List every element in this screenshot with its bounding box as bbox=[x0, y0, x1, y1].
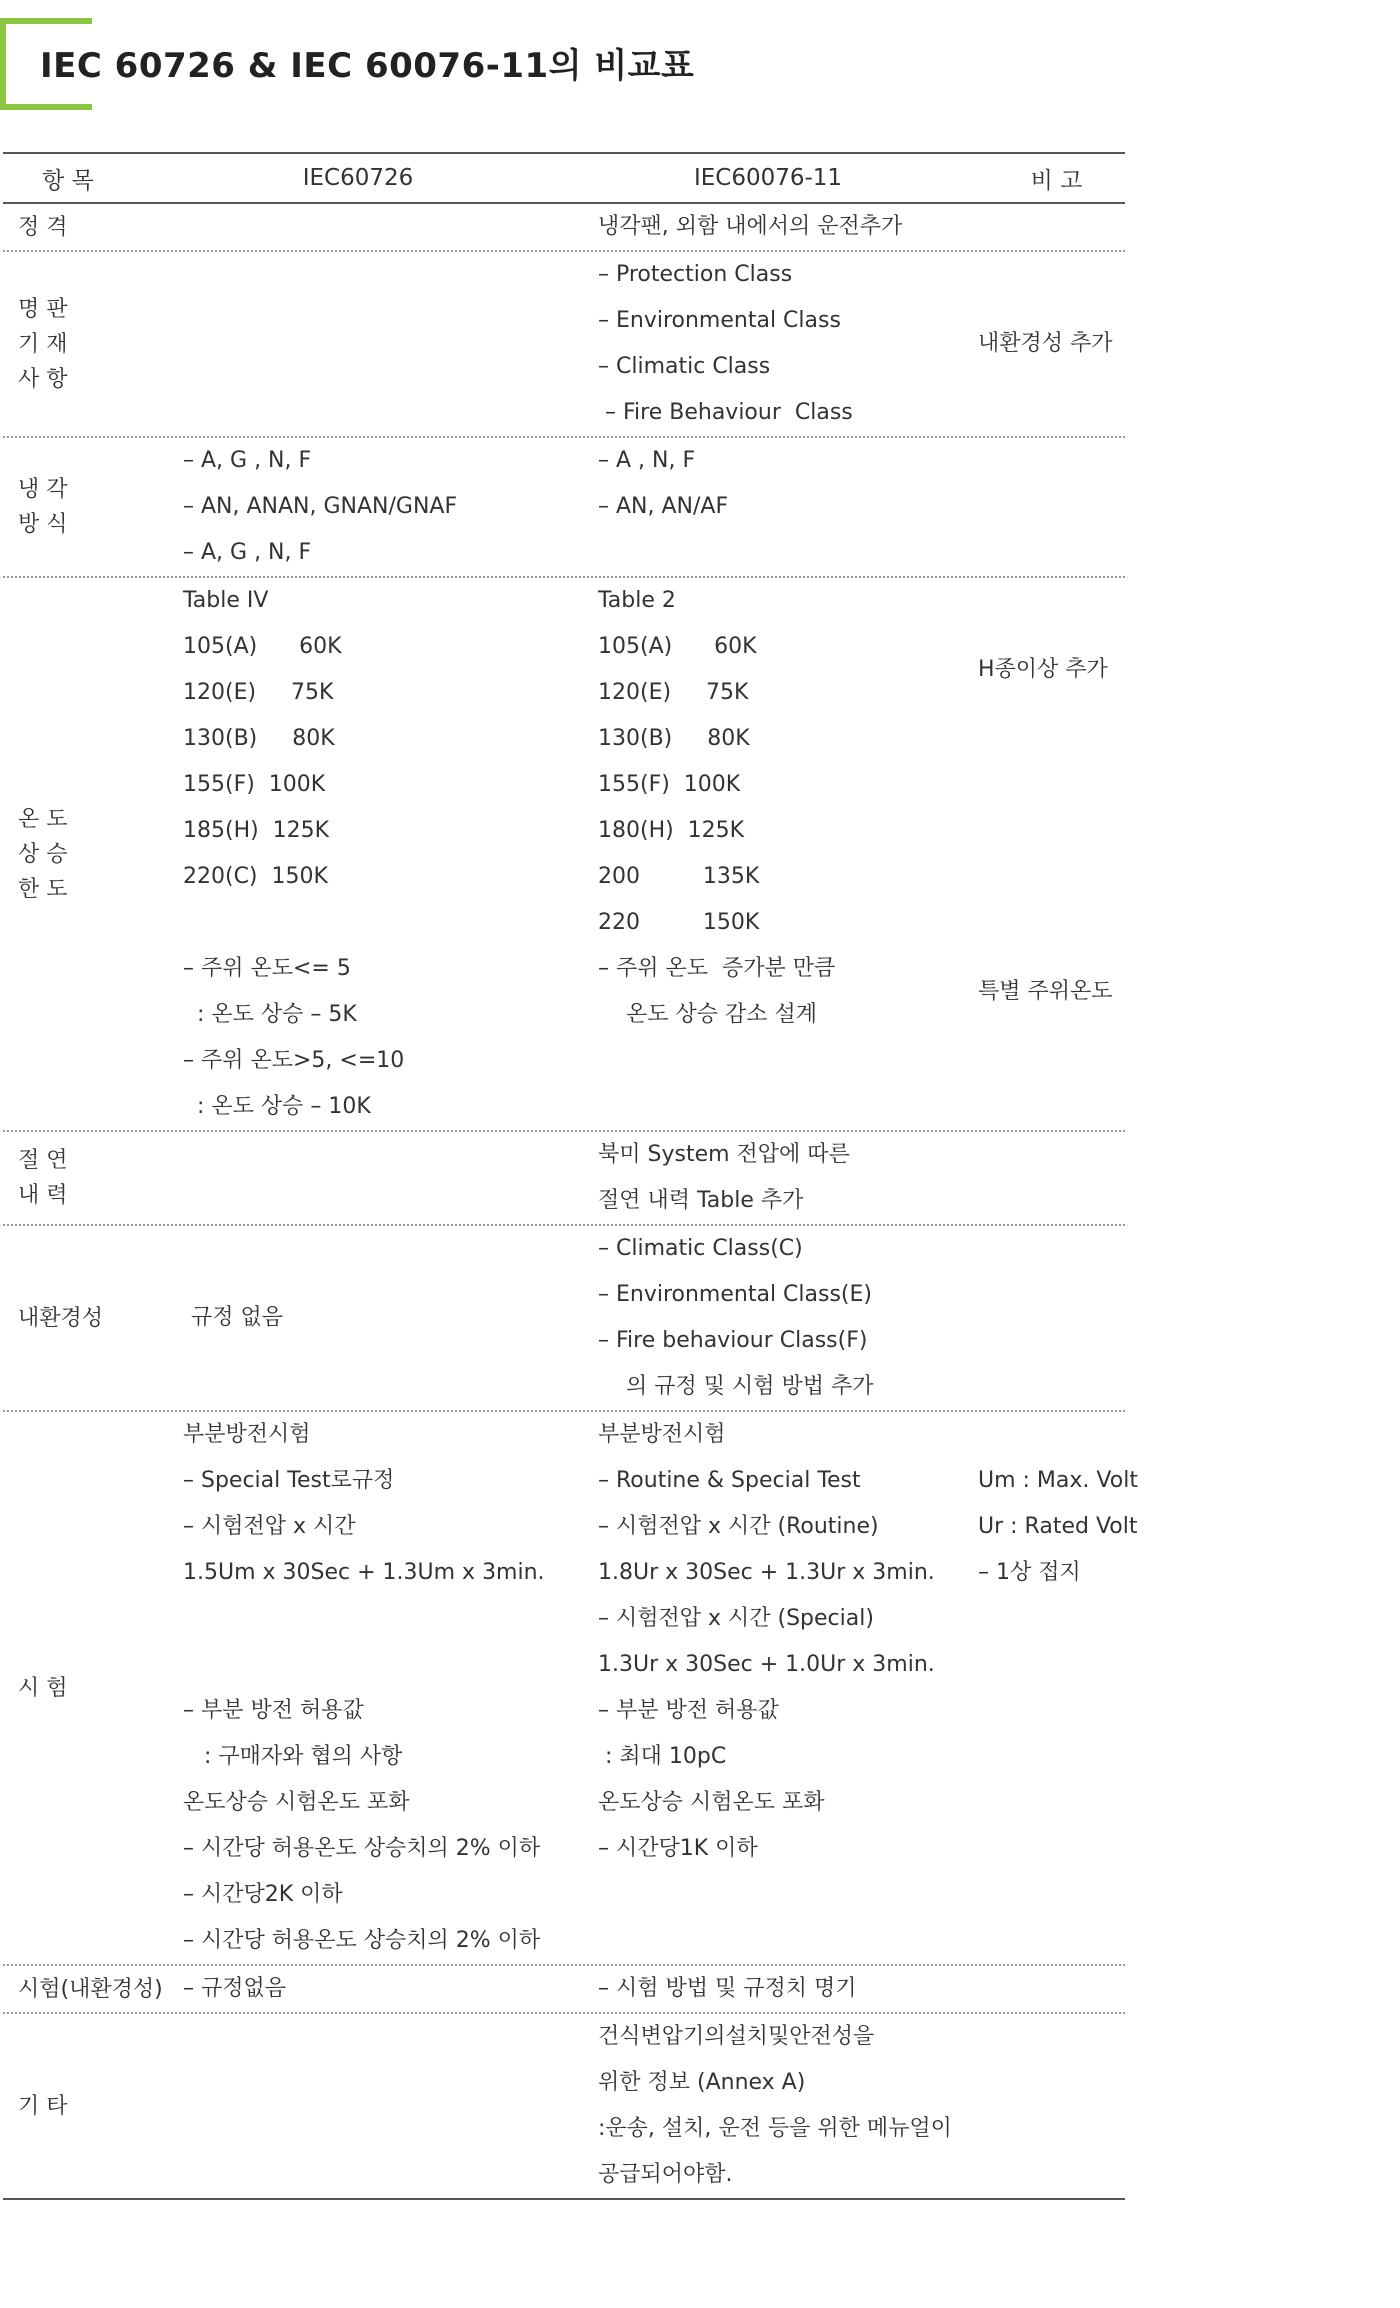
row-label-line: 냉 각 bbox=[18, 477, 68, 502]
row-label bbox=[3, 578, 183, 1130]
row-label bbox=[3, 252, 183, 436]
iec60076-11-line: Table 2 bbox=[598, 588, 676, 613]
row-label-line: 사 항 bbox=[18, 366, 68, 392]
table-header-row bbox=[3, 154, 1125, 202]
iec60726-line: : 온도 상승 – 5K bbox=[183, 1002, 357, 1027]
table-row bbox=[3, 2014, 1125, 2198]
iec60076-11-line: – Routine & Special Test bbox=[598, 1468, 861, 1493]
iec60726-line: 규정 없음 bbox=[191, 1305, 284, 1330]
row-label-line: 시 험 bbox=[18, 1675, 68, 1701]
remarks-cell bbox=[978, 578, 1125, 1130]
row-label-line: 내환경성 bbox=[18, 1305, 104, 1331]
iec60726-cell bbox=[183, 2014, 598, 2198]
iec60076-11-line: – Climatic Class(C) bbox=[598, 1236, 803, 1261]
iec60076-11-line: 1.8Ur x 30Sec + 1.3Ur x 3min. bbox=[598, 1560, 935, 1585]
iec60726-cell bbox=[183, 252, 598, 436]
iec60726-line bbox=[183, 1596, 598, 1642]
iec60076-11-line: – Fire Behaviour Class bbox=[598, 400, 853, 425]
page-title: IEC 60726 & IEC 60076-11의 비교표 bbox=[40, 46, 695, 86]
iec60076-11-line: – Fire behaviour Class(F) bbox=[598, 1328, 868, 1353]
remarks-line: – 1상 접지 bbox=[978, 1560, 1081, 1585]
iec60726-line: – A, G , N, F bbox=[183, 448, 312, 473]
row-label bbox=[3, 1412, 183, 1964]
iec60726-line: 105(A) 60K bbox=[183, 634, 342, 659]
iec60076-11-cell bbox=[598, 438, 978, 576]
table-row bbox=[3, 1412, 1138, 1964]
iec60076-11-line: :운송, 설치, 운전 등을 위한 메뉴얼이 bbox=[598, 2116, 952, 2141]
remarks-line: 내환경성 추가 bbox=[978, 331, 1113, 356]
row-label-line: 정 격 bbox=[18, 214, 68, 240]
iec60726-line: 130(B) 80K bbox=[183, 726, 335, 751]
remarks-cell bbox=[978, 204, 1125, 250]
row-label-line: 기 재 bbox=[18, 331, 68, 357]
table-row bbox=[3, 204, 1125, 250]
iec60076-11-line: – 주위 온도 증가분 만큼 bbox=[598, 956, 836, 981]
header-iec60726: IEC60726 bbox=[302, 165, 414, 191]
iec60076-11-line bbox=[598, 1872, 978, 1918]
iec60726-cell bbox=[183, 438, 598, 576]
iec60076-11-line: 155(F) 100K bbox=[598, 772, 741, 797]
iec60726-line bbox=[183, 1642, 598, 1688]
row-label bbox=[3, 438, 183, 576]
table-row bbox=[3, 1966, 1125, 2012]
header-iec60076-11: IEC60076-11 bbox=[693, 165, 843, 191]
remarks-cell bbox=[978, 1412, 1138, 1964]
iec60076-11-line: 절연 내력 Table 추가 bbox=[598, 1188, 804, 1213]
iec60076-11-cell bbox=[598, 1132, 978, 1224]
iec60076-11-line: 180(H) 125K bbox=[598, 818, 745, 843]
iec60726-line: – 규정없음 bbox=[183, 1976, 287, 2001]
iec60726-line: – 주위 온도<= 5 bbox=[183, 956, 351, 981]
iec60076-11-line: – 시간당1K 이하 bbox=[598, 1836, 758, 1861]
iec60726-line: 1.5Um x 30Sec + 1.3Um x 3min. bbox=[183, 1560, 545, 1585]
iec60076-11-line: 북미 System 전압에 따른 bbox=[598, 1142, 850, 1167]
table-row bbox=[3, 252, 1125, 436]
iec60076-11-line bbox=[598, 1038, 978, 1084]
row-label-line: 명 판 bbox=[18, 296, 68, 322]
row-label bbox=[3, 1966, 183, 2012]
iec60726-line: – 시간당 허용온도 상승치의 2% 이하 bbox=[183, 1836, 541, 1861]
iec60726-line: Table IV bbox=[183, 588, 269, 613]
iec60076-11-line: 1.3Ur x 30Sec + 1.0Ur x 3min. bbox=[598, 1652, 935, 1677]
iec60726-line: – 주위 온도>5, <=10 bbox=[183, 1048, 405, 1073]
iec60726-cell bbox=[183, 204, 598, 250]
iec60726-line: – 부분 방전 허용값 bbox=[183, 1698, 364, 1723]
iec60076-11-cell bbox=[598, 252, 978, 436]
iec60726-line: 120(E) 75K bbox=[183, 680, 334, 705]
iec60726-cell bbox=[183, 1132, 598, 1224]
iec60726-line: 185(H) 125K bbox=[183, 818, 330, 843]
iec60076-11-cell bbox=[598, 204, 978, 250]
iec60076-11-line: 공급되어야함. bbox=[598, 2162, 733, 2187]
remarks-cell bbox=[978, 1132, 1125, 1224]
remarks-cell bbox=[978, 438, 1125, 576]
iec60726-line: – 시간당2K 이하 bbox=[183, 1882, 343, 1907]
iec60726-line: 부분방전시험 bbox=[183, 1422, 311, 1447]
iec60726-cell bbox=[183, 1412, 598, 1964]
remarks-cell bbox=[978, 1966, 1125, 2012]
remarks-cell bbox=[978, 1226, 1125, 1410]
row-label bbox=[3, 1226, 183, 1410]
iec60076-11-line bbox=[598, 530, 978, 576]
iec60726-line: – A, G , N, F bbox=[183, 540, 312, 565]
remarks-cell bbox=[978, 252, 1125, 436]
iec60076-11-line: – 시험전압 x 시간 (Routine) bbox=[598, 1514, 879, 1539]
header-item: 항 목 bbox=[42, 167, 94, 194]
row-label-line: 방 식 bbox=[18, 512, 68, 537]
row-label-line: 상 승 bbox=[18, 841, 68, 867]
iec60726-cell bbox=[183, 1966, 598, 2012]
iec60076-11-line: – 시험 방법 및 규정치 명기 bbox=[598, 1976, 857, 2001]
iec60076-11-line bbox=[598, 1918, 978, 1964]
iec60076-11-line: 130(B) 80K bbox=[598, 726, 750, 751]
iec60076-11-line: 120(E) 75K bbox=[598, 680, 749, 705]
table-body bbox=[3, 204, 1138, 2198]
iec60076-11-line: 온도상승 시험온도 포화 bbox=[598, 1790, 825, 1815]
iec60726-line: : 온도 상승 – 10K bbox=[183, 1094, 371, 1119]
iec60076-11-cell bbox=[598, 1966, 978, 2012]
iec60076-11-line: 220 150K bbox=[598, 910, 760, 935]
iec60076-11-line: 위한 정보 (Annex A) bbox=[598, 2070, 806, 2095]
remarks-line: Ur : Rated Volt bbox=[978, 1514, 1138, 1539]
iec60076-11-line: – Environmental Class bbox=[598, 308, 841, 333]
header-remarks: 비 고 bbox=[1030, 167, 1083, 194]
comparison-table bbox=[3, 152, 1138, 2200]
remarks-line: H종이상 추가 bbox=[978, 657, 1108, 682]
table-row bbox=[3, 438, 1125, 576]
iec60076-11-cell bbox=[598, 1226, 978, 1410]
iec60726-line: – AN, ANAN, GNAN/GNAF bbox=[183, 494, 458, 519]
iec60076-11-line: – Protection Class bbox=[598, 262, 793, 287]
row-label-line: 온 도 bbox=[18, 806, 68, 832]
remarks-line: Um : Max. Volt bbox=[978, 1468, 1138, 1493]
iec60726-cell bbox=[183, 1226, 598, 1410]
iec60726-line: – Special Test로규정 bbox=[183, 1468, 395, 1493]
iec60076-11-line: – A , N, F bbox=[598, 448, 696, 473]
table-row bbox=[3, 1132, 1125, 1224]
iec60726-line: – 시간당 허용온도 상승치의 2% 이하 bbox=[183, 1928, 541, 1953]
row-label-line: 내 력 bbox=[18, 1183, 68, 1208]
row-label-line: 시험(내환경성) bbox=[18, 1976, 163, 2002]
iec60076-11-line: – 시험전압 x 시간 (Special) bbox=[598, 1606, 874, 1631]
iec60076-11-cell bbox=[598, 2014, 978, 2198]
iec60726-line: 온도상승 시험온도 포화 bbox=[183, 1790, 410, 1815]
iec60076-11-line: 105(A) 60K bbox=[598, 634, 757, 659]
row-label bbox=[3, 2014, 183, 2198]
iec60076-11-line: – Climatic Class bbox=[598, 354, 771, 379]
remarks-cell bbox=[978, 2014, 1125, 2198]
iec60726-line: 155(F) 100K bbox=[183, 772, 326, 797]
row-label bbox=[3, 204, 183, 250]
row-label bbox=[3, 1132, 183, 1224]
iec60076-11-line: – 부분 방전 허용값 bbox=[598, 1698, 779, 1723]
iec60076-11-line: – AN, AN/AF bbox=[598, 494, 729, 519]
iec60726-line: – 시험전압 x 시간 bbox=[183, 1514, 356, 1539]
table-bottom-rule bbox=[3, 2198, 1125, 2200]
iec60076-11-line: 건식변압기의설치및안전성을 bbox=[598, 2024, 875, 2049]
iec60076-11-cell bbox=[598, 578, 978, 1130]
iec60076-11-cell bbox=[598, 1412, 978, 1964]
iec60726-cell bbox=[183, 578, 598, 1130]
iec60076-11-line: 온도 상승 감소 설계 bbox=[598, 1002, 817, 1027]
iec60076-11-line: 의 규정 및 시험 방법 추가 bbox=[598, 1374, 874, 1399]
remarks-line: 특별 주위온도 bbox=[978, 979, 1113, 1004]
table-row bbox=[3, 1226, 1125, 1410]
iec60076-11-line: : 최대 10pC bbox=[598, 1744, 727, 1769]
row-label-line: 절 연 bbox=[18, 1148, 68, 1173]
iec60726-line: : 구매자와 협의 사항 bbox=[183, 1744, 403, 1769]
table-row bbox=[3, 578, 1125, 1130]
row-label-line: 한 도 bbox=[18, 876, 68, 902]
iec60076-11-line: 부분방전시험 bbox=[598, 1422, 726, 1447]
iec60726-line: 220(C) 150K bbox=[183, 864, 328, 889]
iec60076-11-line: 냉각팬, 외함 내에서의 운전추가 bbox=[598, 214, 903, 239]
iec60076-11-line: – Environmental Class(E) bbox=[598, 1282, 873, 1307]
iec60076-11-line: 200 135K bbox=[598, 864, 760, 889]
row-label-line: 기 타 bbox=[18, 2093, 68, 2119]
iec60076-11-line bbox=[598, 1084, 978, 1130]
iec60726-line bbox=[183, 900, 598, 946]
